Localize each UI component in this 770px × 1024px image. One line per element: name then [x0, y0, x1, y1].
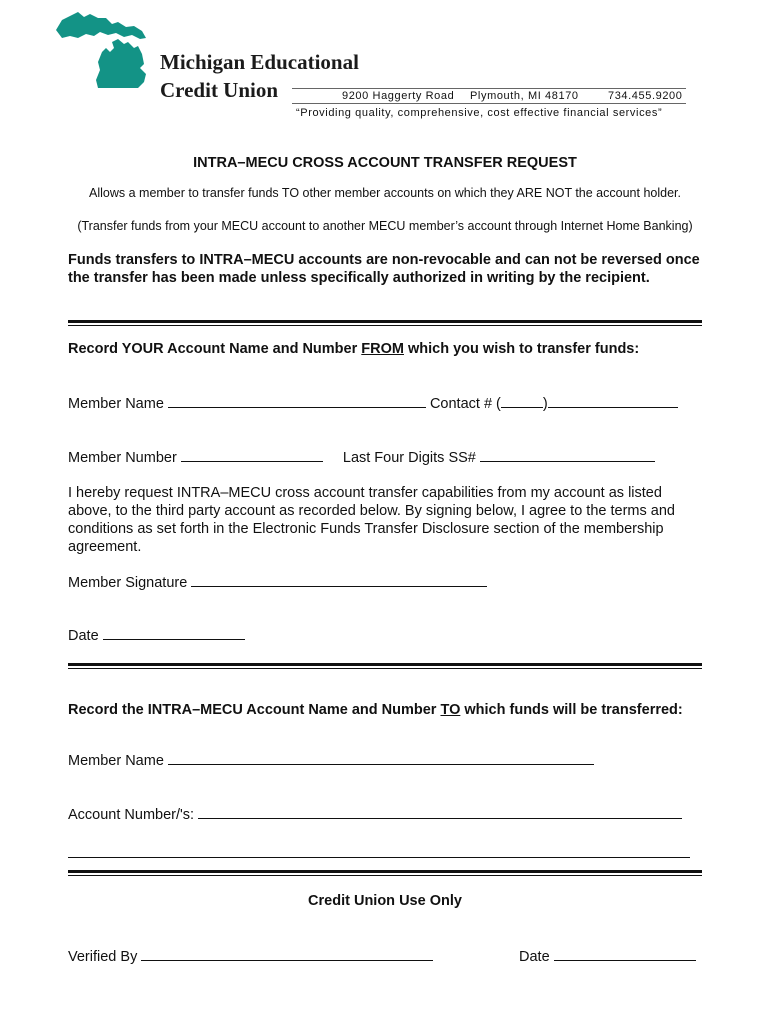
section-divider [68, 870, 702, 876]
ss-digits-field[interactable] [480, 448, 655, 462]
form-subtitle-1: Allows a member to transfer funds TO other member accounts on which they ARE NOT the account holder. [89, 186, 681, 200]
recipient-name-row [68, 751, 594, 769]
account-numbers-row [68, 805, 682, 823]
date-row [68, 626, 245, 644]
street-address: 9200 Haggerty Road [342, 90, 455, 102]
member-number-row [68, 448, 655, 466]
member-name-field[interactable] [168, 394, 426, 408]
to-heading-pre: Record the INTRA–MECU Account Name and Number [68, 702, 441, 718]
contact-number-field[interactable] [548, 394, 678, 408]
city-address: Plymouth, MI 48170 [470, 90, 579, 102]
org-name-line2: Credit Union [160, 78, 279, 102]
account-numbers-field[interactable] [198, 805, 682, 819]
date-label: Date [68, 628, 99, 644]
verified-by-row [68, 947, 433, 965]
member-signature-field[interactable] [191, 573, 487, 587]
recipient-name-label: Member Name [68, 753, 164, 769]
member-signature-row [68, 573, 487, 591]
from-heading-pre: Record YOUR Account Name and Number [68, 341, 362, 357]
verified-by-label: Verified By [68, 949, 138, 965]
account-numbers-label: Account Number/'s: [68, 807, 195, 823]
credit-union-use-heading: Credit Union Use Only [308, 893, 462, 909]
section-divider [68, 320, 702, 326]
org-name-line1: Michigan Educational [160, 50, 359, 74]
from-heading-emphasis: FROM [361, 341, 404, 357]
recipient-name-field[interactable] [168, 751, 594, 765]
authorization-text: I hereby request INTRA–MECU cross account transfer capabilities from my account as listed above, to the third party account as recorded below. By signing below, I agree to the terms and conditions as set forth in the Electronic Funds Transfer Disclosure section of the membership agreement. [68, 485, 675, 555]
section-divider [68, 663, 702, 669]
office-date-label: Date [519, 949, 550, 965]
member-number-label: Member Number [68, 450, 177, 466]
to-section-heading [68, 697, 708, 724]
ss-digits-label: Last Four Digits SS# [342, 450, 476, 466]
form-title: INTRA–MECU CROSS ACCOUNT TRANSFER REQUEST [193, 155, 577, 171]
slogan: “Providing quality, comprehensive, cost effective financial services” [296, 107, 663, 119]
from-section-heading [68, 341, 639, 357]
contact-area-code-field[interactable] [501, 394, 543, 408]
office-date-row [519, 947, 696, 965]
member-signature-label: Member Signature [68, 575, 188, 591]
from-heading-post: which you wish to transfer funds: [403, 341, 640, 357]
michigan-map-icon [54, 8, 154, 90]
to-heading-post: which funds will be transferred: [460, 702, 683, 718]
office-date-field[interactable] [554, 947, 696, 961]
member-number-field[interactable] [181, 448, 323, 462]
contact-label: Contact # ( [429, 396, 501, 412]
account-numbers-extra-line[interactable] [68, 857, 690, 858]
phone-number: 734.455.9200 [608, 90, 683, 102]
verified-by-field[interactable] [141, 947, 433, 961]
date-field[interactable] [103, 626, 245, 640]
form-subtitle-2: (Transfer funds from your MECU account to another MECU member’s account through Internet Home Banking) [77, 219, 693, 233]
member-name-row [68, 394, 678, 412]
warning-text: Funds transfers to INTRA–MECU accounts are non-revocable and can not be reversed once the transfer has been made unless specifically authorized in writing by the recipient. [68, 252, 700, 286]
contact-paren-close: ) [542, 396, 548, 412]
member-name-label: Member Name [68, 396, 164, 412]
address-bar [292, 88, 686, 104]
to-heading-emphasis: TO [440, 702, 461, 718]
